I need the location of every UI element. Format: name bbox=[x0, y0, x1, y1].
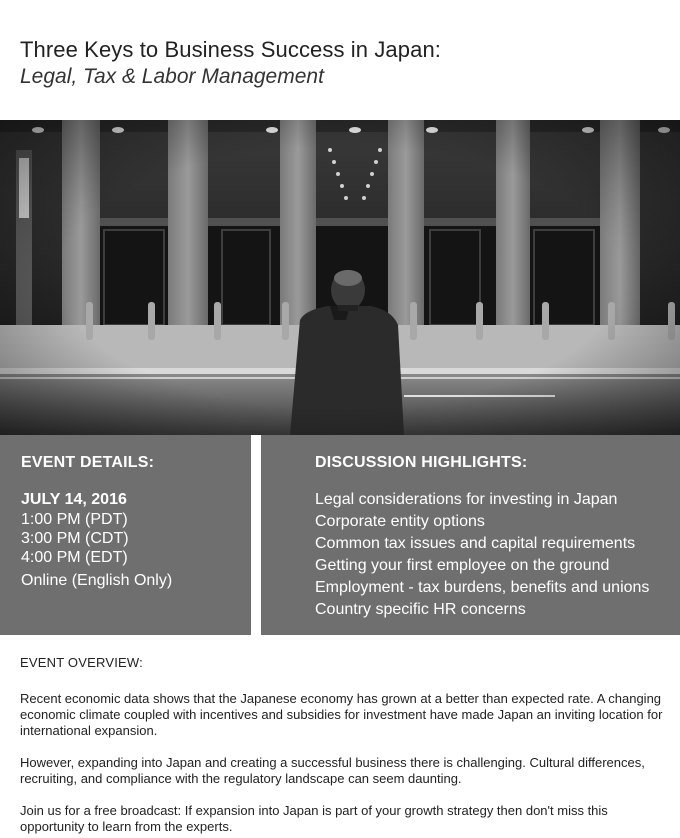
page-subtitle: Legal, Tax & Labor Management bbox=[20, 65, 324, 88]
info-panels bbox=[0, 435, 680, 635]
event-time-pdt: 1:00 PM (PDT) bbox=[21, 511, 128, 528]
event-times bbox=[21, 510, 129, 567]
event-overview bbox=[20, 655, 665, 838]
highlights-list bbox=[315, 489, 649, 621]
list-item: Common tax issues and capital requirements bbox=[315, 535, 636, 552]
event-date: JULY 14, 2016 bbox=[21, 491, 127, 508]
event-time-edt: 4:00 PM (EDT) bbox=[21, 549, 128, 566]
discussion-highlights-panel bbox=[261, 435, 680, 635]
list-item: Country specific HR concerns bbox=[315, 601, 526, 618]
list-item: Employment - tax burdens, benefits and unions bbox=[315, 579, 650, 596]
list-item: Getting your first employee on the ground bbox=[315, 557, 610, 574]
hero-image-businessman-building bbox=[0, 120, 680, 435]
event-details-heading: EVENT DETAILS: bbox=[21, 454, 155, 471]
header bbox=[0, 0, 680, 120]
overview-paragraph: Recent economic data shows that the Japanese economy has grown at a better than expected rate. A changing economic climate coupled with incentives and subsidies for investment have made Japan an inviting location for international expansion. bbox=[20, 691, 663, 738]
list-item: Legal considerations for investing in Japan bbox=[315, 491, 618, 508]
list-item: Corporate entity options bbox=[315, 513, 485, 530]
event-location: Online (English Only) bbox=[21, 572, 173, 589]
event-details-panel bbox=[0, 435, 251, 635]
highlights-heading: DISCUSSION HIGHLIGHTS: bbox=[315, 454, 528, 471]
page-title: Three Keys to Business Success in Japan: bbox=[20, 37, 441, 62]
overview-heading: EVENT OVERVIEW: bbox=[20, 655, 143, 670]
overview-paragraph: However, expanding into Japan and creating a successful business there is challenging. Cultural differences, recruiting, and compliance with the regulatory landscape can seem daunting. bbox=[20, 755, 645, 786]
overview-paragraph: Join us for a free broadcast: If expansion into Japan is part of your growth strategy then don't miss this opportunity to learn from the experts. bbox=[20, 803, 608, 834]
event-time-cdt: 3:00 PM (CDT) bbox=[21, 530, 129, 547]
